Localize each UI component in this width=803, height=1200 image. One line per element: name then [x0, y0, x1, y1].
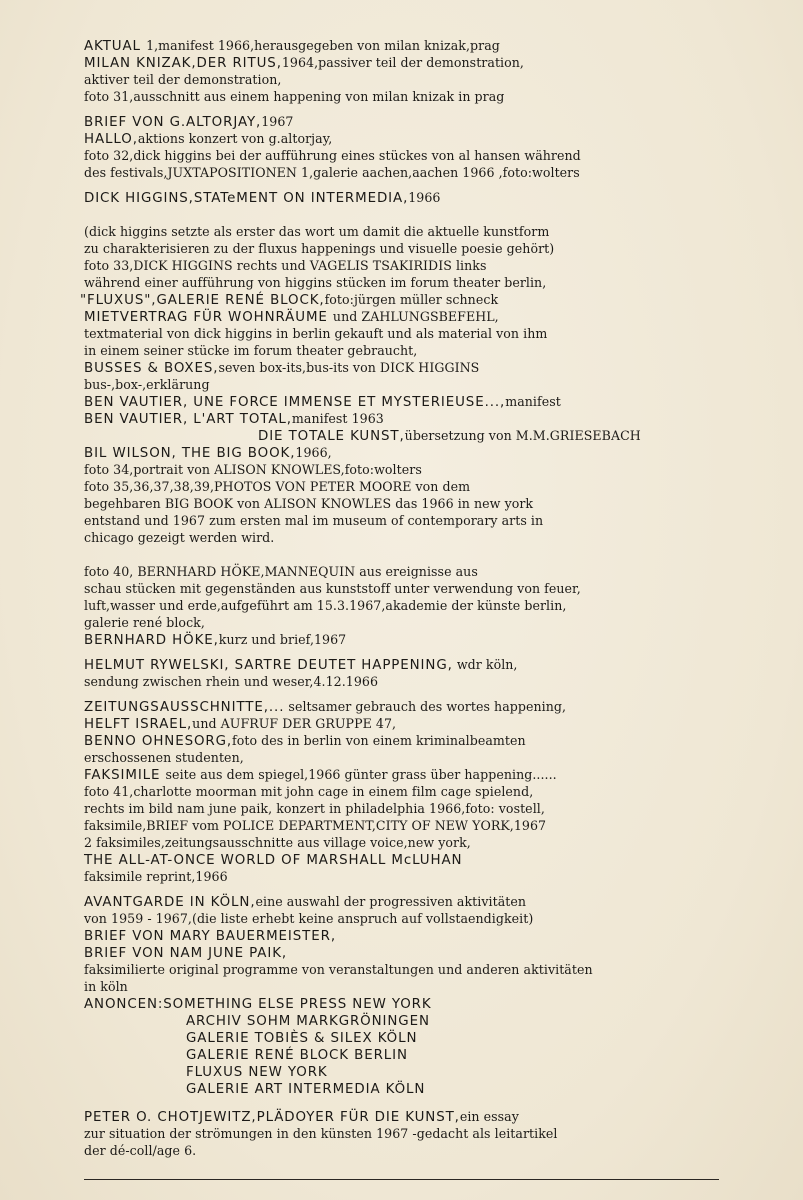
text-line [84, 148, 581, 164]
caps-segment: ANONCEN:SOMETHING ELSE PRESS NEW YORK [84, 997, 432, 1012]
text-line [186, 1013, 430, 1030]
caps-segment: DIE TOTALE KUNST, [258, 429, 405, 444]
caps-segment: BRIEF VON G.ALTORJAY, [84, 115, 262, 130]
text-line [84, 241, 554, 257]
caps-segment: FLUXUS NEW YORK [186, 1065, 328, 1080]
text-line [84, 716, 396, 733]
caps-segment: BENNO OHNESORG, [84, 734, 233, 749]
text-segment: wdr köln, [452, 657, 518, 672]
text-segment: aktiver teil der demonstration, [84, 72, 282, 87]
caps-segment: HALLO, [84, 132, 138, 147]
text-line [84, 979, 128, 995]
caps-segment: BIL WILSON, THE BIG BOOK, [84, 446, 296, 461]
text-line [186, 1081, 425, 1098]
text-line [84, 530, 274, 546]
text-segment: faksimile reprint,1966 [84, 869, 228, 884]
text-line [84, 462, 422, 478]
text-line [84, 615, 205, 631]
text-segment: textmaterial von dick higgins in berlin gekauft und als material von ihm [84, 326, 548, 341]
caps-segment: BEN VAUTIER, UNE FORCE IMMENSE ET MYSTERIEUSE..., [84, 395, 506, 410]
text-line [84, 445, 332, 462]
text-line [84, 869, 228, 885]
text-segment: seite aus dem spiegel,1966 günter grass über happening...... [165, 767, 557, 782]
caps-segment: BRIEF VON MARY BAUERMEISTER, [84, 929, 336, 944]
caps-segment: "FLUXUS",GALERIE RENÉ BLOCK, [80, 293, 325, 308]
text-line [84, 513, 543, 529]
text-line [84, 962, 593, 978]
text-segment: von 1959 - 1967,(die liste erhebt keine anspruch auf vollstaendigkeit) [84, 911, 534, 926]
text-line [84, 564, 478, 580]
text-segment: zur situation der strömungen in den künsten 1967 -gedacht als leitartikel [84, 1126, 558, 1141]
text-segment: des festivals,JUXTAPOSITIONEN 1,galerie aachen,aachen 1966 ,foto:wolters [84, 165, 580, 180]
text-segment: faksimile,BRIEF vom POLICE DEPARTMENT,CITY OF NEW YORK,1967 [84, 818, 547, 833]
caps-segment: AVANTGARDE IN KÖLN, [84, 895, 256, 910]
text-segment: luft,wasser und erde,aufgeführt am 15.3.1967,akademie der künste berlin, [84, 598, 567, 613]
bottom-rule [84, 1179, 719, 1180]
text-line [84, 394, 561, 411]
text-segment: ein essay [459, 1109, 519, 1124]
text-line [258, 428, 641, 445]
text-line [84, 89, 504, 105]
text-line [84, 479, 470, 495]
text-segment: kurz und brief,1967 [218, 632, 347, 647]
text-line [84, 326, 547, 342]
text-line [84, 996, 432, 1013]
caps-segment: DICK HIGGINS,STATeMENT ON INTERMEDIA, [84, 191, 409, 206]
text-line [84, 114, 293, 131]
caps-segment: BEN VAUTIER, L'ART TOTAL, [84, 412, 292, 427]
text-line [84, 945, 287, 962]
caps-segment: BERNHARD HÖKE, [84, 633, 219, 648]
text-segment: foto 31,ausschnitt aus einem happening von milan knizak in prag [84, 89, 505, 104]
text-line [84, 835, 471, 851]
caps-segment: GALERIE TOBIÈS & SILEX KÖLN [186, 1031, 418, 1046]
text-line [84, 275, 546, 291]
text-segment: manifest 1963 [291, 411, 384, 426]
text-segment: entstand und 1967 zum ersten mal im museum of contemporary arts in [84, 513, 544, 528]
text-line [84, 894, 526, 911]
text-segment: 1966, [295, 445, 332, 460]
text-segment: foto 32,dick higgins bei der aufführung eines stückes von al hansen während [84, 148, 581, 163]
text-segment: foto 40, BERNHARD HÖKE,MANNEQUIN aus ereignisse aus [84, 564, 478, 579]
text-segment: 2 faksimiles,zeitungsausschnitte aus village voice,new york, [84, 835, 471, 850]
text-line [84, 377, 210, 393]
text-segment: in einem seiner stücke im forum theater gebraucht, [84, 343, 418, 358]
caps-segment: BRIEF VON NAM JUNE PAIK, [84, 946, 288, 961]
text-segment: foto 33,DICK HIGGINS rechts und VAGELIS TSAKIRIDIS links [84, 258, 487, 273]
caps-segment: MIETVERTRAG FÜR WOHNRÄUME [84, 310, 333, 325]
text-line [84, 1126, 557, 1142]
text-segment: der dé-coll/age 6. [84, 1143, 197, 1158]
text-segment: schau stücken mit gegenständen aus kunststoff unter verwendung von feuer, [84, 581, 581, 596]
text-line [84, 733, 526, 750]
text-line [84, 657, 518, 674]
text-line [84, 911, 533, 927]
text-segment: sendung zwischen rhein und weser,4.12.1966 [84, 674, 379, 689]
caps-segment: THE ALL-AT-ONCE WORLD OF MARSHALL McLUHAN [84, 853, 463, 868]
text-line [84, 496, 533, 512]
text-line [84, 818, 546, 834]
text-segment: eine auswahl der progressiven aktivitäten [255, 894, 527, 909]
caps-segment: GALERIE RENÉ BLOCK BERLIN [186, 1048, 408, 1063]
text-segment: begehbaren BIG BOOK von ALISON KNOWLES das 1966 in new york [84, 496, 534, 511]
text-line [84, 131, 332, 148]
text-segment: 1966 [408, 190, 441, 205]
text-segment: chicago gezeigt werden wird. [84, 530, 275, 545]
text-line [84, 72, 281, 88]
caps-segment: HELMUT RYWELSKI, SARTRE DEUTET HAPPENING, [84, 658, 453, 673]
text-line [84, 309, 499, 326]
text-line [84, 224, 549, 240]
text-segment: aktions konzert von g.altorjay, [137, 131, 333, 146]
text-segment: faksimilierte original programme von veranstaltungen und anderen aktivitäten [84, 962, 593, 977]
text-line [84, 360, 479, 377]
text-segment: während einer aufführung von higgins stücken im forum theater berlin, [84, 275, 547, 290]
text-segment: erschossenen studenten, [84, 750, 244, 765]
caps-segment: ZEITUNGSAUSSCHNITTE,... [84, 700, 285, 715]
text-line [84, 699, 566, 716]
text-segment: foto 35,36,37,38,39,PHOTOS VON PETER MOORE von dem [84, 479, 471, 494]
text-segment: seltsamer gebrauch des wortes happening, [284, 699, 567, 714]
text-segment: foto 34,portrait von ALISON KNOWLES,foto:wolters [84, 462, 422, 477]
text-line [84, 165, 580, 181]
caps-segment: BUSSES & BOXES, [84, 361, 219, 376]
text-line [84, 852, 462, 869]
text-segment: manifest [505, 394, 561, 409]
text-segment: übersetzung von M.M.GRIESEBACH [404, 428, 641, 443]
text-line [186, 1047, 408, 1064]
text-segment: 1967 [261, 114, 294, 129]
text-line [84, 598, 566, 614]
text-line [84, 258, 486, 274]
text-line [84, 784, 533, 800]
text-line [84, 38, 500, 55]
text-line [84, 632, 346, 649]
text-line [84, 674, 378, 690]
text-line [84, 801, 545, 817]
text-line [84, 1143, 196, 1159]
text-segment: foto des in berlin von einem kriminalbeamten [232, 733, 526, 748]
text-line [80, 292, 498, 309]
text-line [84, 750, 244, 766]
text-segment: zu charakterisieren zu der fluxus happenings und visuelle poesie gehört) [84, 241, 555, 256]
text-line [84, 581, 581, 597]
text-line [84, 190, 441, 207]
text-line [186, 1030, 417, 1047]
text-line [84, 411, 384, 428]
text-segment: und AUFRUF DER GRUPPE 47, [192, 716, 397, 731]
text-line [186, 1064, 328, 1081]
text-line [84, 55, 524, 72]
text-segment: und ZAHLUNGSBEFEHL, [332, 309, 499, 324]
text-segment: 1964,passiver teil der demonstration, [281, 55, 524, 70]
text-segment: foto:jürgen müller schneck [324, 292, 499, 307]
text-segment: 1,manifest 1966,herausgegeben von milan knizak,prag [146, 38, 500, 53]
caps-segment: HELFT ISRAEL, [84, 717, 193, 732]
text-segment: in köln [84, 979, 128, 994]
text-segment: rechts im bild nam june paik, konzert in philadelphia 1966,foto: vostell, [84, 801, 545, 816]
caps-segment: MILAN KNIZAK,DER RITUS, [84, 56, 282, 71]
caps-segment: AKTUAL [84, 39, 147, 54]
text-line [84, 1109, 519, 1126]
text-segment: galerie rené block, [84, 615, 205, 630]
text-line [84, 928, 336, 945]
text-segment: (dick higgins setzte als erster das wort um damit die aktuelle kunstform [84, 224, 550, 239]
text-line [84, 767, 557, 784]
caps-segment: FAKSIMILE [84, 768, 166, 783]
text-segment: bus-,box-,erklärung [84, 377, 210, 392]
text-line [84, 343, 417, 359]
caps-segment: GALERIE ART INTERMEDIA KÖLN [186, 1082, 426, 1097]
caps-segment: ARCHIV SOHM MARKGRÖNINGEN [186, 1014, 430, 1029]
text-segment: seven box-its,bus-its von DICK HIGGINS [218, 360, 480, 375]
text-segment: foto 41,charlotte moorman mit john cage in einem film cage spielend, [84, 784, 534, 799]
caps-segment: PETER O. CHOTJEWITZ,PLÄDOYER FÜR DIE KUNST, [84, 1110, 460, 1125]
